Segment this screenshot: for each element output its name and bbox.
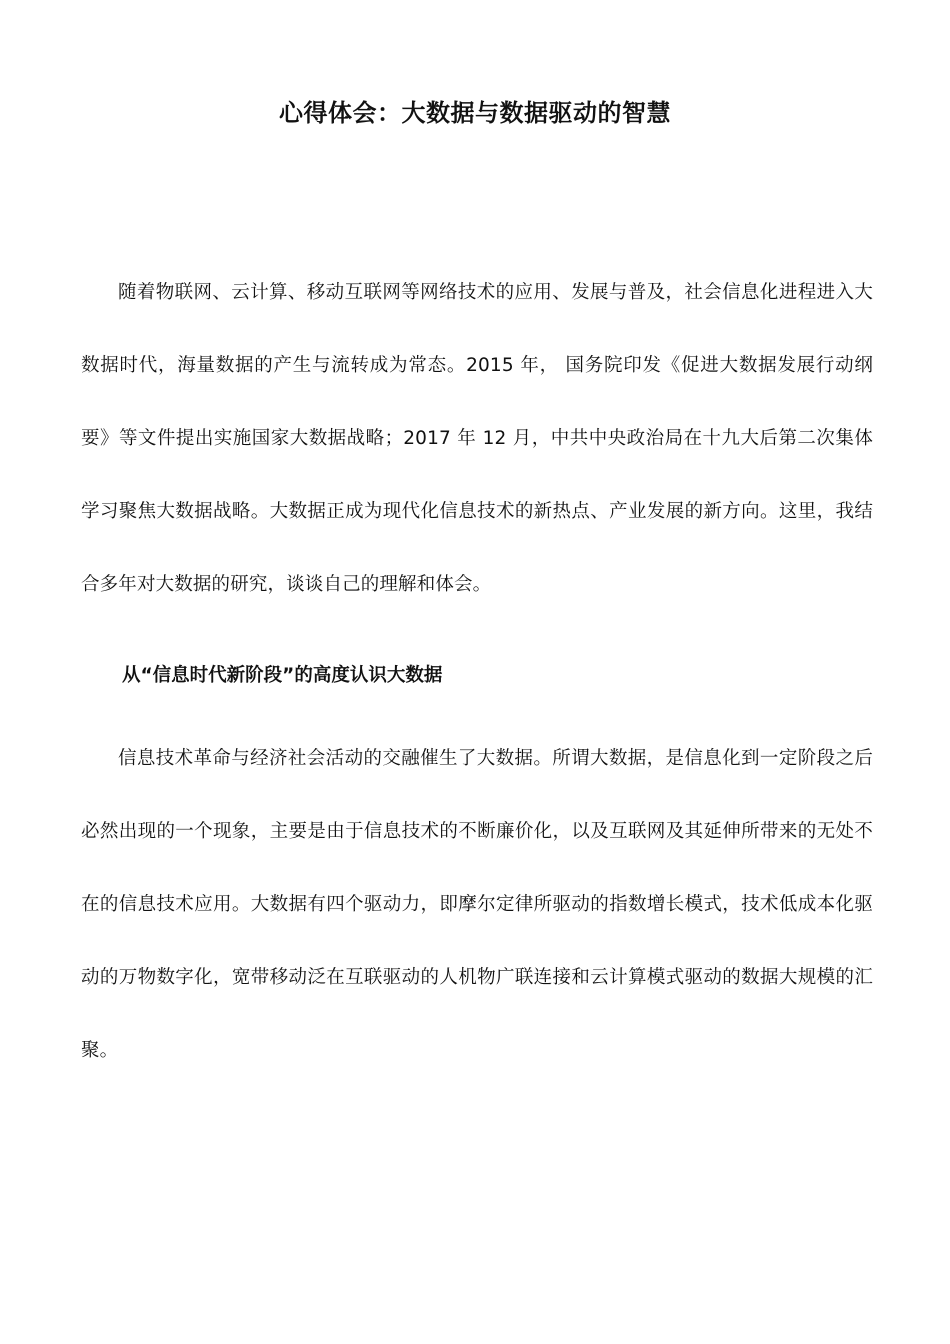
document-title: 心得体会：大数据与数据驱动的智慧 bbox=[279, 99, 671, 127]
section-heading: 从“信息时代新阶段”的高度认识大数据 bbox=[122, 665, 443, 686]
paragraph-intro: 随着物联网、云计算、移动互联网等网络技术的应用、发展与普及，社会信息化进程进入大数据时代，海量数据的产生与流转成为常态。2015 年， 国务院印发《促进大数据发展行动纲要》等文件提出实施国家大数据战略；2017 年 12 月，中共中央政治局在十九大后第二次集体学习聚焦大数据战略。大数据正成为现代化信息技术的新热点、产业发展的新方向。这里，我结合多年对大数据的研究，谈谈自己的理解和体会。 bbox=[81, 282, 873, 595]
paragraph-body: 信息技术革命与经济社会活动的交融催生了大数据。所谓大数据，是信息化到一定阶段之后必然出现的一个现象，主要是由于信息技术的不断廉价化，以及互联网及其延伸所带来的无处不在的信息技术应用。大数据有四个驱动力，即摩尔定律所驱动的指数增长模式，技术低成本化驱动的万物数字化，宽带移动泛在互联驱动的人机物广联连接和云计算模式驱动的数据大规模的汇聚。 bbox=[81, 748, 873, 1061]
